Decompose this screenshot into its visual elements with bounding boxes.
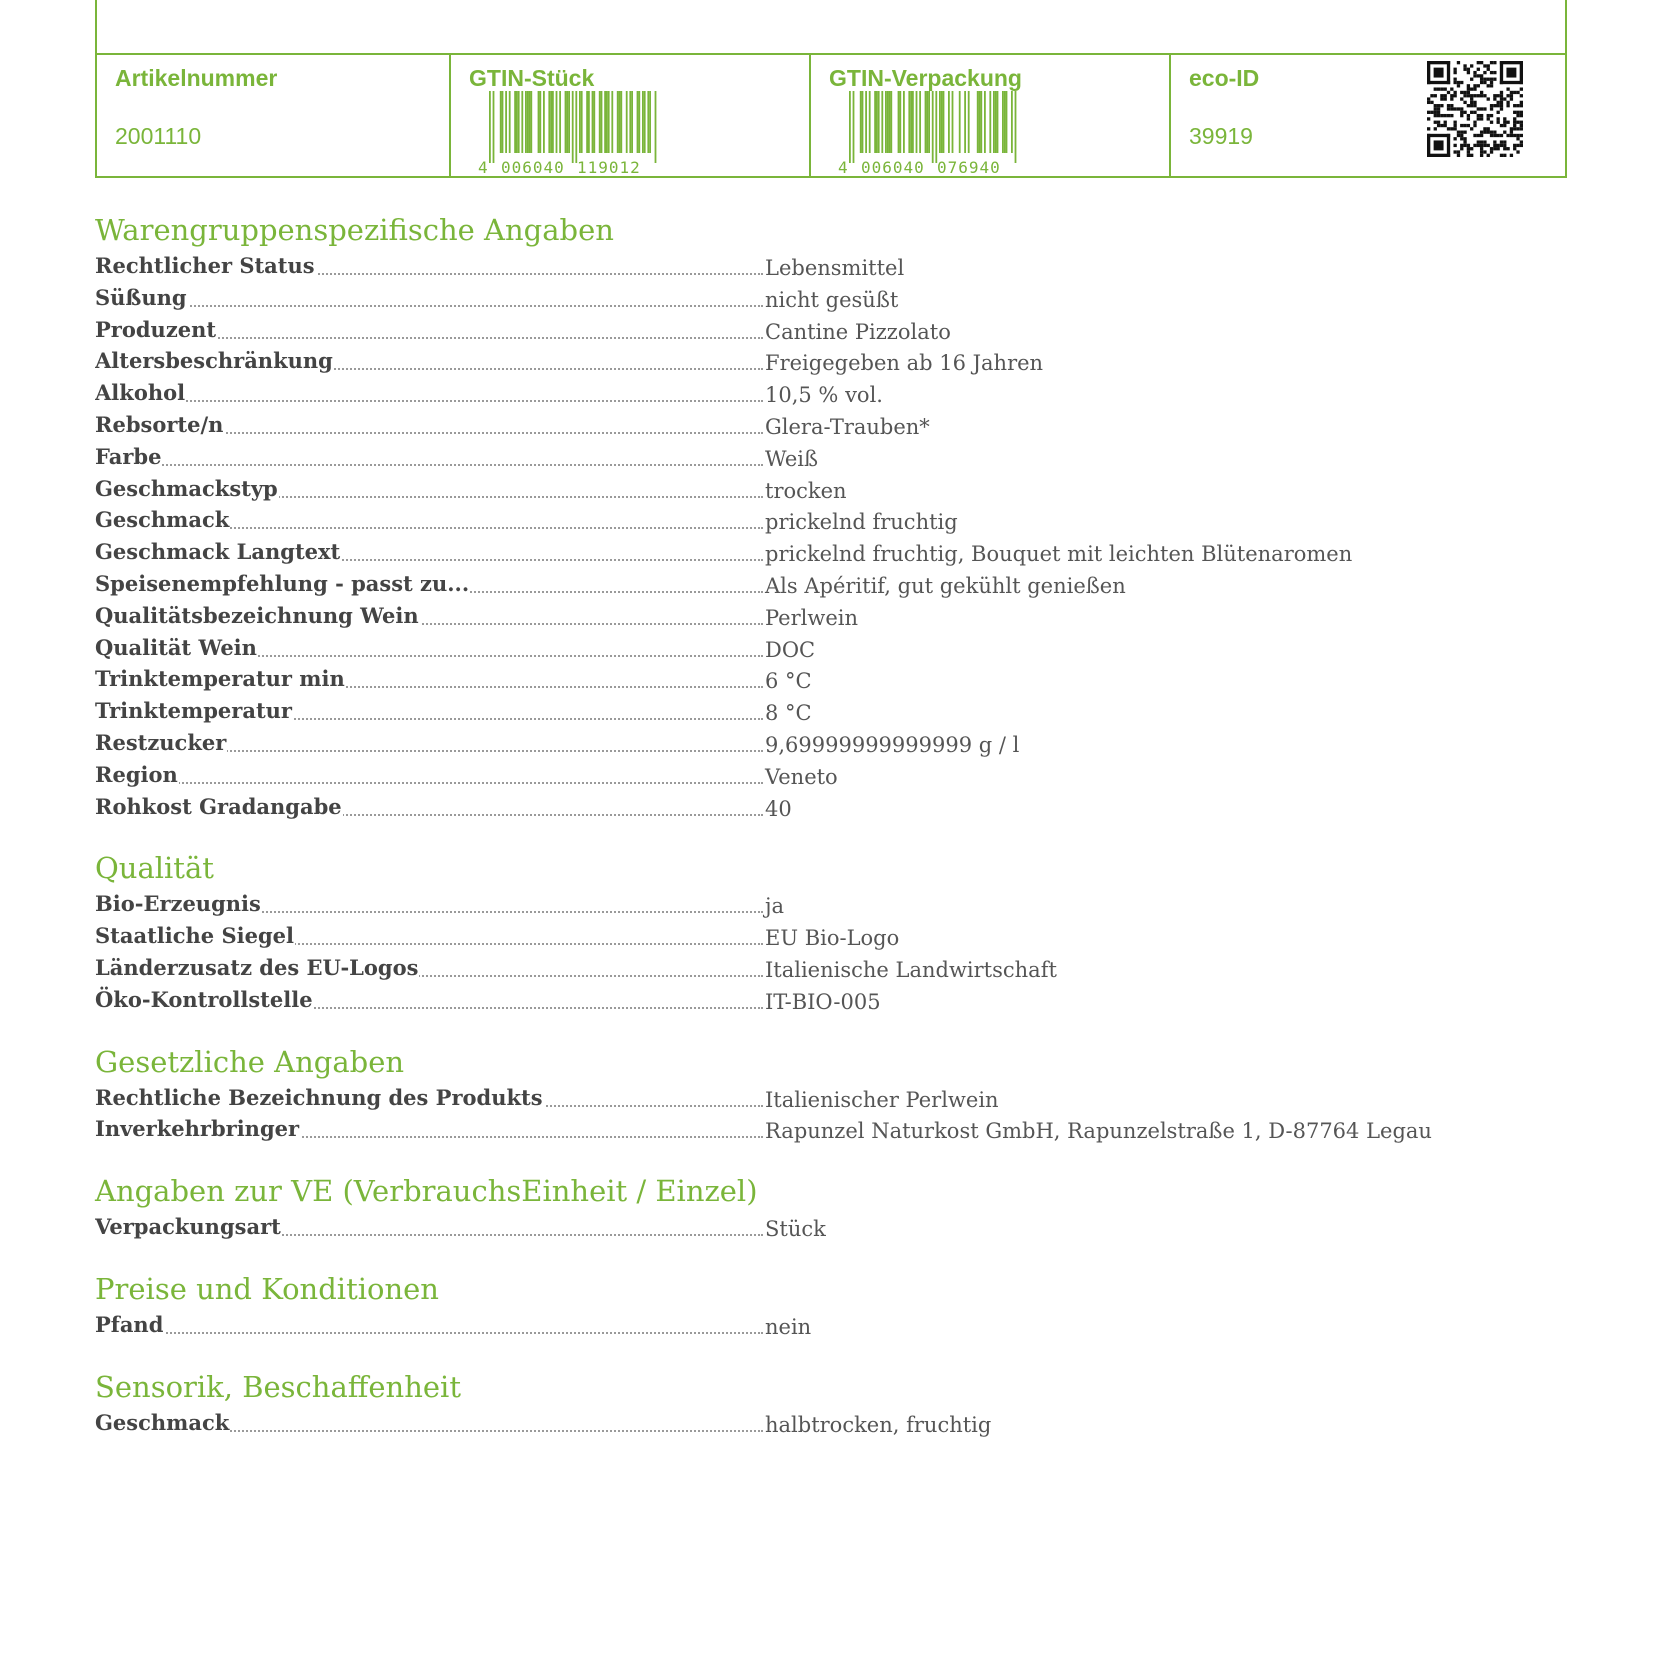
attribute-label-text: Region bbox=[95, 761, 178, 787]
attribute-label-text: Restzucker bbox=[95, 729, 227, 755]
article-number-cell bbox=[97, 55, 449, 176]
attribute-row bbox=[95, 632, 1567, 664]
attribute-value: Glera-Trauben* bbox=[765, 414, 930, 439]
attribute-value: 6 °C bbox=[765, 669, 812, 694]
attribute-value: ja bbox=[765, 894, 785, 919]
dotted-leader bbox=[95, 400, 763, 402]
attribute-label bbox=[95, 632, 763, 663]
attribute-label-text: Pfand bbox=[95, 1311, 164, 1337]
attribute-label-text: Altersbeschränkung bbox=[95, 348, 333, 374]
gtin-package-label: GTIN-Verpackung bbox=[829, 65, 1022, 91]
attribute-label bbox=[95, 441, 763, 472]
attribute-value: 40 bbox=[765, 796, 792, 821]
attribute-label bbox=[95, 695, 763, 726]
attribute-label-text: Länderzusatz des EU-Logos bbox=[95, 954, 419, 980]
article-number-label: Artikelnummer bbox=[115, 65, 278, 91]
section bbox=[95, 1171, 1567, 1243]
attribute-label bbox=[95, 791, 763, 822]
attribute-label-text: Öko-Kontrollstelle bbox=[95, 986, 313, 1012]
gtin-piece-barcode bbox=[477, 91, 657, 175]
attribute-label bbox=[95, 1113, 763, 1144]
attribute-label bbox=[95, 1309, 763, 1340]
attribute-row bbox=[95, 1211, 1567, 1243]
attribute-value: IT-BIO-005 bbox=[765, 989, 881, 1014]
attribute-label bbox=[95, 727, 763, 758]
attribute-label bbox=[95, 1407, 763, 1438]
attribute-label-text: Inverkehrbringer bbox=[95, 1116, 300, 1142]
attribute-row bbox=[95, 536, 1567, 568]
section bbox=[95, 1269, 1567, 1341]
section-title: Qualität bbox=[95, 851, 214, 886]
gtin-package-barcode-bars bbox=[849, 91, 1017, 163]
attribute-label-text: Trinktemperatur min bbox=[95, 666, 345, 692]
attribute-value: 10,5 % vol. bbox=[765, 383, 883, 408]
barcode-digit-left: 006040 bbox=[501, 158, 565, 175]
attribute-label-text: Geschmack Langtext bbox=[95, 539, 341, 565]
attribute-row bbox=[95, 504, 1567, 536]
attribute-label bbox=[95, 600, 763, 631]
attribute-row bbox=[95, 727, 1567, 759]
attribute-value: nein bbox=[765, 1314, 812, 1339]
section-title: Angaben zur VE (VerbrauchsEinheit / Einzel) bbox=[95, 1174, 758, 1209]
product-attributes bbox=[95, 210, 1567, 1465]
attribute-label bbox=[95, 1211, 763, 1242]
attribute-label bbox=[95, 663, 763, 694]
section-title: Sensorik, Beschaffenheit bbox=[95, 1369, 461, 1404]
attribute-label bbox=[95, 888, 763, 919]
barcode-digit-lead: 4 bbox=[838, 158, 848, 175]
attribute-row bbox=[95, 409, 1567, 441]
attribute-row bbox=[95, 1309, 1567, 1341]
attribute-value: Cantine Pizzolato bbox=[765, 319, 951, 344]
attribute-value: EU Bio-Logo bbox=[765, 926, 900, 951]
attribute-label bbox=[95, 984, 763, 1015]
attribute-label-text: Geschmackstyp bbox=[95, 475, 278, 501]
barcode-digit-lead: 4 bbox=[478, 158, 488, 175]
eco-id-value: 39919 bbox=[1189, 123, 1253, 149]
attribute-label-text: Staatliche Siegel bbox=[95, 923, 294, 949]
attribute-value: DOC bbox=[765, 637, 816, 662]
attribute-row bbox=[95, 920, 1567, 952]
attribute-label bbox=[95, 920, 763, 951]
attribute-label-text: Speisenempfehlung - passt zu... bbox=[95, 570, 470, 596]
attribute-label-text: Bio-Erzeugnis bbox=[95, 891, 261, 917]
barcode-digit-right: 119012 bbox=[577, 158, 641, 175]
attribute-label-text: Geschmack bbox=[95, 507, 230, 533]
attribute-value: halbtrocken, fruchtig bbox=[765, 1412, 992, 1437]
attribute-label bbox=[95, 314, 763, 345]
attribute-label-text: Produzent bbox=[95, 316, 217, 342]
attribute-label bbox=[95, 282, 763, 313]
article-number-value: 2001110 bbox=[115, 123, 202, 149]
attribute-value: prickelnd fruchtig bbox=[765, 510, 958, 535]
barcode-digit-left: 006040 bbox=[861, 158, 925, 175]
attribute-label bbox=[95, 377, 763, 408]
attribute-value: prickelnd fruchtig, Bouquet mit leichten Blütenaromen bbox=[765, 542, 1353, 567]
attribute-row bbox=[95, 1407, 1567, 1439]
attribute-row bbox=[95, 695, 1567, 727]
attribute-row bbox=[95, 441, 1567, 473]
attribute-value: Freigegeben ab 16 Jahren bbox=[765, 351, 1044, 376]
attribute-row bbox=[95, 314, 1567, 346]
attribute-value: Italienischer Perlwein bbox=[765, 1087, 999, 1112]
attribute-label bbox=[95, 409, 763, 440]
attribute-label-text: Qualität Wein bbox=[95, 634, 257, 660]
barcode-digit-right: 076940 bbox=[937, 158, 1001, 175]
dotted-leader bbox=[95, 305, 763, 307]
attribute-label-text: Geschmack bbox=[95, 1409, 230, 1435]
attribute-value: 8 °C bbox=[765, 701, 812, 726]
qr-code-icon bbox=[1427, 61, 1523, 157]
attribute-label-text: Rohkost Gradangabe bbox=[95, 793, 342, 819]
gtin-package-barcode bbox=[837, 91, 1017, 175]
section-title: Preise und Konditionen bbox=[95, 1271, 439, 1306]
attribute-label bbox=[95, 568, 763, 599]
attribute-value: Perlwein bbox=[765, 605, 859, 630]
attribute-value: Italienische Landwirtschaft bbox=[765, 957, 1057, 982]
attribute-row bbox=[95, 1082, 1567, 1114]
section-title: Gesetzliche Angaben bbox=[95, 1044, 405, 1079]
section bbox=[95, 848, 1567, 1015]
attribute-row bbox=[95, 568, 1567, 600]
attribute-label-text: Rechtlicher Status bbox=[95, 253, 315, 278]
attribute-row bbox=[95, 250, 1567, 282]
attribute-value: Stück bbox=[765, 1217, 826, 1242]
attribute-row bbox=[95, 952, 1567, 984]
section bbox=[95, 1367, 1567, 1439]
attribute-row bbox=[95, 282, 1567, 314]
attribute-value: Veneto bbox=[765, 764, 838, 789]
attribute-value: 9,69999999999999 g / l bbox=[765, 732, 1020, 757]
attribute-row bbox=[95, 1113, 1567, 1145]
gtin-piece-barcode-bars bbox=[489, 91, 657, 163]
attribute-row bbox=[95, 663, 1567, 695]
attribute-label-text: Alkohol bbox=[95, 380, 186, 406]
attribute-row bbox=[95, 984, 1567, 1016]
attribute-label bbox=[95, 250, 763, 281]
attribute-label bbox=[95, 952, 763, 983]
attribute-label bbox=[95, 504, 763, 535]
attribute-value: Lebensmittel bbox=[765, 256, 905, 280]
attribute-label bbox=[95, 536, 763, 567]
attribute-row bbox=[95, 600, 1567, 632]
attribute-label bbox=[95, 1082, 763, 1113]
attribute-label-text: Qualitätsbezeichnung Wein bbox=[95, 602, 419, 628]
section-title: Warengruppenspezifische Angaben bbox=[95, 213, 614, 247]
dotted-leader bbox=[95, 464, 763, 466]
attribute-row bbox=[95, 888, 1567, 920]
attribute-label bbox=[95, 473, 763, 504]
eco-id-cell bbox=[1169, 55, 1567, 176]
section bbox=[95, 1042, 1567, 1146]
attribute-label-text: Farbe bbox=[95, 443, 162, 469]
attribute-label bbox=[95, 759, 763, 790]
attribute-value: Weiß bbox=[765, 446, 819, 471]
attribute-row bbox=[95, 345, 1567, 377]
gtin-package-cell bbox=[809, 55, 1171, 176]
attribute-row bbox=[95, 759, 1567, 791]
attribute-value: Rapunzel Naturkost GmbH, Rapunzelstraße 1, D-87764 Legau bbox=[765, 1119, 1432, 1144]
attribute-row bbox=[95, 791, 1567, 823]
dotted-leader bbox=[95, 1332, 763, 1334]
eco-id-label: eco-ID bbox=[1189, 65, 1260, 91]
attribute-label-text: Süßung bbox=[95, 284, 187, 310]
attribute-label-text: Trinktemperatur bbox=[95, 698, 292, 724]
attribute-label bbox=[95, 345, 763, 376]
attribute-row bbox=[95, 473, 1567, 505]
section bbox=[95, 210, 1567, 822]
attribute-row bbox=[95, 377, 1567, 409]
attribute-value: Als Apéritif, gut gekühlt genießen bbox=[765, 573, 1126, 598]
product-id-box bbox=[95, 0, 1567, 178]
gtin-piece-label: GTIN-Stück bbox=[469, 65, 595, 91]
attribute-label-text: Rechtliche Bezeichnung des Produkts bbox=[95, 1084, 543, 1110]
attribute-value: trocken bbox=[765, 478, 847, 503]
attribute-value: nicht gesüßt bbox=[765, 287, 899, 312]
attribute-label-text: Verpackungsart bbox=[95, 1214, 281, 1240]
attribute-label-text: Rebsorte/n bbox=[95, 411, 224, 437]
gtin-piece-cell bbox=[449, 55, 811, 176]
dotted-leader bbox=[95, 782, 763, 784]
